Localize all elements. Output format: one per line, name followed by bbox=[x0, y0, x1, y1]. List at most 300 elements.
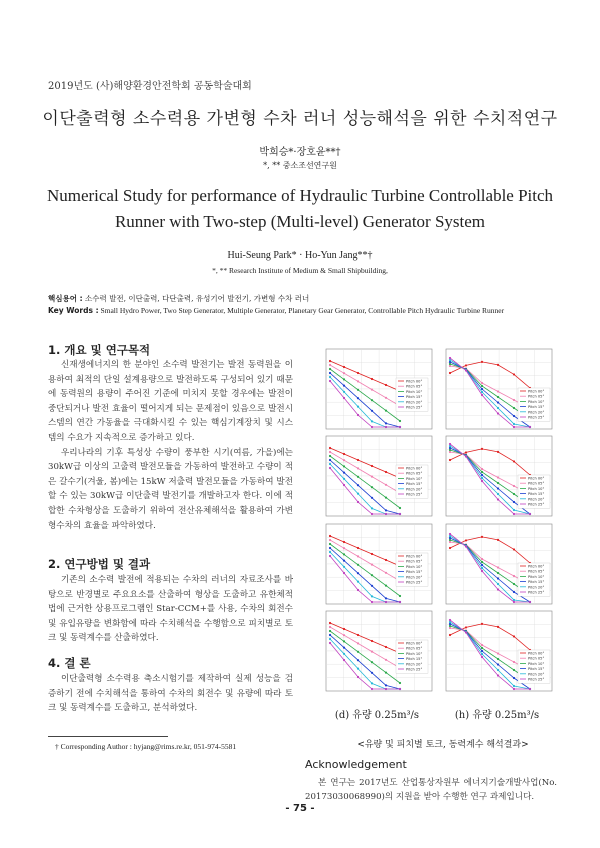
plot-series-point bbox=[329, 463, 331, 465]
plot-series-point bbox=[497, 401, 499, 403]
plot-series-point bbox=[329, 364, 331, 366]
plot-series-point bbox=[357, 501, 359, 503]
plot-series-point bbox=[399, 513, 401, 515]
plot-series-point bbox=[465, 455, 467, 457]
plot-series-point bbox=[343, 572, 345, 574]
plot-series-point bbox=[481, 647, 483, 649]
plot-series-point bbox=[497, 674, 499, 676]
plot-series-point bbox=[343, 653, 345, 655]
english-keywords-text: Small Hydro Power, Two Step Generator, Multiple Generator, Planetary Gear Generator, Controllable Pitch Hydraulic Turbine Runner bbox=[100, 306, 505, 315]
plot-series-point bbox=[371, 410, 373, 412]
english-authors: Hui-Seung Park* · Ho-Yun Jang**† bbox=[227, 250, 373, 261]
plot-series-point bbox=[343, 372, 345, 374]
legend-label: Pitch 20° bbox=[406, 400, 423, 405]
plot-series-point bbox=[513, 423, 515, 425]
plot-series-point bbox=[481, 570, 483, 572]
plot-series-point bbox=[449, 547, 451, 549]
plot-series-point bbox=[481, 394, 483, 396]
plot-series-point bbox=[513, 501, 515, 503]
result-plot bbox=[438, 345, 556, 437]
legend-label: Pitch 10° bbox=[406, 564, 423, 569]
korean-keywords-label: 핵심용어 : bbox=[48, 294, 83, 303]
plot-series-point bbox=[481, 474, 483, 476]
plot-series-point bbox=[357, 651, 359, 653]
plot-series-point bbox=[329, 368, 331, 370]
plot-series-point bbox=[329, 638, 331, 640]
legend-label: Pitch 15° bbox=[528, 667, 545, 672]
plot-series-point bbox=[329, 630, 331, 632]
legend-label: Pitch 25° bbox=[528, 502, 545, 507]
legend-label: Pitch 00° bbox=[528, 476, 545, 481]
plot-series-point bbox=[343, 566, 345, 568]
legend-label: Pitch 25° bbox=[406, 667, 423, 672]
plot-series-point bbox=[481, 623, 483, 625]
subfigure-caption: (d) 유량 0.25m³/s bbox=[334, 710, 420, 721]
legend-label: Pitch 25° bbox=[528, 590, 545, 595]
plot-series-point bbox=[329, 551, 331, 553]
plot-series-point bbox=[399, 507, 401, 509]
plot-series-point bbox=[343, 647, 345, 649]
legend-label: Pitch 15° bbox=[528, 580, 545, 585]
plot-series-point bbox=[449, 363, 451, 365]
plot-series-point bbox=[385, 572, 387, 574]
plot-series-point bbox=[357, 380, 359, 382]
plot-series-point bbox=[357, 581, 359, 583]
plot-series-point bbox=[357, 476, 359, 478]
paragraph: 기존의 소수력 발전에 적용되는 수차의 러너의 자료조사를 바탕으로 반경별로 주요요소를 산출하여 형상을 도출하고 유한체적법에 근거한 상용프로그램인 Star-CCM+를 사용, 수차의 회전수 및 유입유량을 변화함에 따라 수치해석을 수행함으로 피치별로 토크 및 동력계수를 산출하였다. bbox=[48, 575, 293, 644]
plot-series-point bbox=[449, 365, 451, 367]
plot-series-point bbox=[343, 640, 345, 642]
acknowledgement-text: 본 연구는 2017년도 산업통상자원부 에너지기술개발사업(No. 20173030068990)의 지원을 받아 수행한 연구 과제입니다. bbox=[305, 778, 557, 802]
conference-header: 2019년도 (사)해양환경안전학회 공동학술대회 bbox=[48, 81, 252, 92]
plot-series-point bbox=[481, 644, 483, 646]
section-body-1 bbox=[48, 358, 293, 533]
plot-series-point bbox=[513, 426, 515, 428]
plot-series-point bbox=[343, 465, 345, 467]
plot-series-point bbox=[497, 407, 499, 409]
korean-keywords-text: 소수력 발전, 이단출력, 다단출력, 유성기어 발전기, 가변형 수차 러너 bbox=[84, 294, 310, 303]
plot-series-point bbox=[343, 659, 345, 661]
legend-label: Pitch 10° bbox=[528, 486, 545, 491]
plot-series-point bbox=[371, 389, 373, 391]
plot-series-point bbox=[481, 385, 483, 387]
plot-series-point bbox=[449, 627, 451, 629]
plot-series-point bbox=[513, 661, 515, 663]
plot-series-point bbox=[513, 601, 515, 603]
plot-series-point bbox=[343, 391, 345, 393]
paragraph: 신재생에너지의 한 분야인 소수력 발전기는 발전 동력원을 이용하여 최적의 단일 설계용량으로 발전하도록 구성되어 있기 때문에 동력원의 용량이 주어진 기준에 미치지 못할 경우에는 발전이 중단되거나 발전 효율이 떨어지게 되는 문제점이 있음으로 발전시스템의 연간 가동율을 극대화시킬 수 있는 핵심기계장치 및 시스템의 수요가 지속적으로 증가하고 있다. bbox=[48, 360, 293, 443]
plot-series-point bbox=[357, 547, 359, 549]
plot-series-point bbox=[399, 688, 401, 690]
plot-series-point bbox=[343, 378, 345, 380]
paragraph: 우리나라의 기후 특성상 수량이 풍부한 시기(여름, 가을)에는 30kW급 이상의 고출력 발전모듈을 가동하여 발전하고 수량이 적은 갈수기(겨울, 봄)에는 15kW 저출력 발전모듈을 가동하여 발전할 수 있는 30kW급 이단출력 발전기를 개발하고자 한다. 이에 적합한 수차형상을 도출하기 위하여 전산유체해석을 활용하여 가변형수차의 효율을 파악하였다. bbox=[48, 447, 293, 531]
plot-series-point bbox=[343, 541, 345, 543]
plot-series-point bbox=[481, 558, 483, 560]
legend-label: Pitch 20° bbox=[406, 487, 423, 492]
plot-series-point bbox=[371, 640, 373, 642]
plot-series-point bbox=[513, 677, 515, 679]
plot-series-point bbox=[497, 652, 499, 654]
legend-label: Pitch 15° bbox=[406, 482, 423, 487]
plot-series-point bbox=[481, 471, 483, 473]
plot-series-point bbox=[449, 443, 451, 445]
plot-series-point bbox=[357, 676, 359, 678]
plot-series-point bbox=[497, 577, 499, 579]
plot-series-point bbox=[329, 535, 331, 537]
legend-label: Pitch 15° bbox=[406, 570, 423, 575]
plot-series-point bbox=[385, 559, 387, 561]
plot-series-point bbox=[497, 476, 499, 478]
plot-series-point bbox=[449, 634, 451, 636]
plot-series-point bbox=[497, 539, 499, 541]
korean-title: 이단출력형 소수력용 가변형 수차 러너 성능해석을 위한 수치적연구 bbox=[42, 109, 558, 129]
plot-series-point bbox=[371, 585, 373, 587]
plot-series-point bbox=[371, 688, 373, 690]
plot-series-point bbox=[371, 399, 373, 401]
legend-label: Pitch 05° bbox=[406, 646, 423, 651]
english-keywords-label: Key Words : bbox=[48, 306, 99, 315]
page-number: - 75 - bbox=[285, 803, 315, 814]
plot-series-point bbox=[329, 459, 331, 461]
plot-series-point bbox=[513, 407, 515, 409]
plot-series-point bbox=[343, 472, 345, 474]
plot-series-point bbox=[465, 451, 467, 453]
legend-label: Pitch 20° bbox=[406, 575, 423, 580]
legend-label: Pitch 10° bbox=[406, 476, 423, 481]
plot-series-point bbox=[481, 650, 483, 652]
plot-series-point bbox=[399, 682, 401, 684]
legend-label: Pitch 15° bbox=[406, 395, 423, 400]
plot-series-point bbox=[357, 572, 359, 574]
plot-series-point bbox=[385, 513, 387, 515]
plot-series-point bbox=[371, 601, 373, 603]
plot-series-point bbox=[513, 591, 515, 593]
plot-series-point bbox=[513, 485, 515, 487]
plot-series-point bbox=[385, 597, 387, 599]
result-plot bbox=[438, 432, 556, 524]
plot-series-point bbox=[371, 513, 373, 515]
result-plot bbox=[318, 345, 436, 437]
plot-series-point bbox=[529, 688, 531, 690]
plot-series-point bbox=[449, 372, 451, 374]
plot-series-point bbox=[343, 478, 345, 480]
plot-series-point bbox=[343, 634, 345, 636]
plot-series-point bbox=[343, 385, 345, 387]
plot-series-point bbox=[371, 564, 373, 566]
plot-series-point bbox=[497, 566, 499, 568]
plot-series-point bbox=[329, 360, 331, 362]
plot-series-point bbox=[497, 663, 499, 665]
plot-series-point bbox=[357, 493, 359, 495]
plot-series-point bbox=[513, 399, 515, 401]
legend-label: Pitch 15° bbox=[528, 492, 545, 497]
plot-series-point bbox=[357, 555, 359, 557]
section-heading-2: 2. 연구방법 및 결과 bbox=[48, 557, 151, 571]
plot-series-point bbox=[371, 672, 373, 674]
legend-label: Pitch 20° bbox=[528, 585, 545, 590]
plot-series-point bbox=[385, 384, 387, 386]
plot-series-point bbox=[513, 599, 515, 601]
plot-series-point bbox=[329, 634, 331, 636]
legend-label: Pitch 00° bbox=[406, 554, 423, 559]
plot-series-point bbox=[497, 583, 499, 585]
legend-label: Pitch 25° bbox=[406, 580, 423, 585]
section-body-2 bbox=[48, 573, 293, 646]
plot-series-point bbox=[357, 372, 359, 374]
plot-series-point bbox=[371, 476, 373, 478]
legend-label: Pitch 05° bbox=[406, 559, 423, 564]
result-plot bbox=[318, 432, 436, 524]
plot-series-point bbox=[357, 414, 359, 416]
plot-series-point bbox=[449, 533, 451, 535]
legend-label: Pitch 25° bbox=[528, 415, 545, 420]
plot-series-point bbox=[329, 642, 331, 644]
plot-series-point bbox=[385, 659, 387, 661]
section-heading-4: 4. 결 론 bbox=[48, 656, 91, 670]
plot-series-point bbox=[385, 497, 387, 499]
plot-series-point bbox=[449, 537, 451, 539]
plot-series-point bbox=[481, 477, 483, 479]
plot-series-point bbox=[497, 487, 499, 489]
plot-series-point bbox=[513, 513, 515, 515]
plot-series-point bbox=[385, 585, 387, 587]
plot-series-point bbox=[449, 357, 451, 359]
legend-label: Pitch 25° bbox=[406, 405, 423, 410]
plot-series-point bbox=[449, 539, 451, 541]
legend-label: Pitch 20° bbox=[528, 497, 545, 502]
legend-label: Pitch 05° bbox=[406, 384, 423, 389]
plot-series-point bbox=[385, 601, 387, 603]
legend-label: Pitch 05° bbox=[528, 481, 545, 486]
plot-series-point bbox=[481, 382, 483, 384]
legend-label: Pitch 00° bbox=[406, 466, 423, 471]
plot-series-point bbox=[449, 359, 451, 361]
plot-series-point bbox=[513, 575, 515, 577]
plot-series-point bbox=[357, 634, 359, 636]
legend-label: Pitch 05° bbox=[406, 471, 423, 476]
plot-series-point bbox=[513, 509, 515, 511]
plot-series-point bbox=[481, 480, 483, 482]
plot-series-point bbox=[529, 601, 531, 603]
plot-series-point bbox=[343, 484, 345, 486]
plot-series-point bbox=[481, 388, 483, 390]
plot-series-point bbox=[385, 646, 387, 648]
plot-series-point bbox=[449, 445, 451, 447]
korean-keywords bbox=[48, 293, 309, 304]
plot-series-point bbox=[399, 601, 401, 603]
acknowledgement-heading: Acknowledgement bbox=[305, 758, 407, 771]
footnote: † Corresponding Author : hyjang@rims.re.kr, 051-974-5581 bbox=[55, 742, 237, 751]
legend-label: Pitch 05° bbox=[528, 394, 545, 399]
plot-series-point bbox=[329, 543, 331, 545]
plot-series-point bbox=[343, 553, 345, 555]
legend-label: Pitch 10° bbox=[406, 651, 423, 656]
plot-series-point bbox=[481, 536, 483, 538]
plot-series-point bbox=[329, 451, 331, 453]
plot-series-point bbox=[357, 564, 359, 566]
plot-series-point bbox=[357, 589, 359, 591]
plot-series-point bbox=[529, 513, 531, 515]
plot-series-point bbox=[449, 447, 451, 449]
plot-series-point bbox=[497, 493, 499, 495]
plot-series-point bbox=[465, 369, 467, 371]
legend-label: Pitch 00° bbox=[406, 641, 423, 646]
english-title: Numerical Study for performance of Hydraulic Turbine Controllable Pitch Runner with Two-step (Multi-level) Generator System bbox=[46, 186, 554, 231]
plot-series-point bbox=[497, 572, 499, 574]
plot-series-point bbox=[357, 467, 359, 469]
plot-series-point bbox=[513, 669, 515, 671]
plot-series-point bbox=[343, 459, 345, 461]
plot-series-point bbox=[481, 567, 483, 569]
plot-series-point bbox=[449, 623, 451, 625]
plot-series-point bbox=[449, 449, 451, 451]
legend-label: Pitch 05° bbox=[528, 656, 545, 661]
result-plot bbox=[438, 607, 556, 699]
legend-label: Pitch 20° bbox=[528, 672, 545, 677]
plot-series-point bbox=[513, 635, 515, 637]
plot-series-point bbox=[465, 539, 467, 541]
plot-series-point bbox=[449, 541, 451, 543]
korean-affiliation: *, ** 중소조선연구원 bbox=[263, 161, 337, 170]
legend-label: Pitch 15° bbox=[406, 657, 423, 662]
plot-series-point bbox=[465, 626, 467, 628]
plot-series-point bbox=[329, 555, 331, 557]
plot-series-point bbox=[371, 378, 373, 380]
plot-series-point bbox=[329, 380, 331, 382]
plot-series-point bbox=[343, 560, 345, 562]
figure-caption: <유량 및 피치별 토크, 동력계수 해석결과> bbox=[357, 740, 529, 750]
plot-series-point bbox=[343, 628, 345, 630]
legend-label: Pitch 10° bbox=[406, 389, 423, 394]
plot-series-point bbox=[371, 651, 373, 653]
plot-series-point bbox=[465, 545, 467, 547]
plot-series-point bbox=[329, 539, 331, 541]
plot-series-point bbox=[385, 688, 387, 690]
plot-series-point bbox=[481, 468, 483, 470]
plot-series-point bbox=[371, 426, 373, 428]
legend-label: Pitch 10° bbox=[528, 661, 545, 666]
plot-series-point bbox=[513, 548, 515, 550]
plot-series-point bbox=[497, 658, 499, 660]
plot-series-point bbox=[513, 493, 515, 495]
plot-series-point bbox=[481, 564, 483, 566]
plot-series-point bbox=[385, 471, 387, 473]
plot-series-point bbox=[385, 397, 387, 399]
plot-series-point bbox=[357, 668, 359, 670]
plot-series-point bbox=[329, 372, 331, 374]
legend-label: Pitch 00° bbox=[528, 651, 545, 656]
plot-series-point bbox=[399, 426, 401, 428]
plot-series-point bbox=[357, 397, 359, 399]
plot-series-point bbox=[399, 420, 401, 422]
plot-series-point bbox=[497, 412, 499, 414]
plot-series-point bbox=[371, 420, 373, 422]
plot-series-point bbox=[385, 684, 387, 686]
legend-label: Pitch 20° bbox=[406, 662, 423, 667]
plot-series-point bbox=[465, 631, 467, 633]
legend-label: Pitch 00° bbox=[406, 379, 423, 384]
plot-series-point bbox=[329, 547, 331, 549]
plot-series-point bbox=[513, 583, 515, 585]
subfigure-caption: (h) 유량 0.25m³/s bbox=[454, 710, 540, 721]
plot-series-point bbox=[497, 626, 499, 628]
plot-series-point bbox=[481, 361, 483, 363]
plot-series-point bbox=[371, 553, 373, 555]
plot-series-point bbox=[343, 453, 345, 455]
plot-series-point bbox=[497, 588, 499, 590]
plot-series-point bbox=[371, 486, 373, 488]
legend-label: Pitch 00° bbox=[528, 389, 545, 394]
plot-series-point bbox=[371, 682, 373, 684]
plot-series-point bbox=[497, 669, 499, 671]
plot-series-point bbox=[357, 642, 359, 644]
plot-series-point bbox=[449, 535, 451, 537]
plot-series-point bbox=[357, 389, 359, 391]
plot-series-point bbox=[343, 547, 345, 549]
plot-series-point bbox=[385, 509, 387, 511]
plot-series-point bbox=[371, 497, 373, 499]
plot-series-point bbox=[481, 391, 483, 393]
legend-label: Pitch 10° bbox=[528, 399, 545, 404]
plot-series-point bbox=[371, 574, 373, 576]
korean-authors: 박희승*·장호윤**† bbox=[259, 147, 341, 158]
plot-series-point bbox=[449, 619, 451, 621]
legend-label: Pitch 25° bbox=[406, 492, 423, 497]
plot-series-point bbox=[513, 460, 515, 462]
plot-series-point bbox=[497, 451, 499, 453]
section-body-4 bbox=[48, 672, 293, 716]
result-plot bbox=[438, 520, 556, 612]
plot-series-point bbox=[329, 455, 331, 457]
plot-series-point bbox=[449, 361, 451, 363]
plot-series-point bbox=[529, 426, 531, 428]
plot-series-point bbox=[449, 621, 451, 623]
plot-series-point bbox=[343, 397, 345, 399]
english-keywords bbox=[48, 306, 504, 315]
plot-series-point bbox=[357, 484, 359, 486]
plot-series-point bbox=[371, 595, 373, 597]
plot-series-point bbox=[329, 376, 331, 378]
plot-series-point bbox=[329, 626, 331, 628]
plot-series-point bbox=[385, 672, 387, 674]
plot-series-point bbox=[329, 447, 331, 449]
plot-series-point bbox=[481, 653, 483, 655]
plot-series-point bbox=[449, 451, 451, 453]
plot-series-point bbox=[329, 467, 331, 469]
legend-label: Pitch 05° bbox=[528, 569, 545, 574]
plot-series-point bbox=[371, 465, 373, 467]
plot-series-point bbox=[497, 482, 499, 484]
plot-series-point bbox=[385, 484, 387, 486]
plot-series-point bbox=[385, 422, 387, 424]
plot-series-point bbox=[513, 373, 515, 375]
plot-series-point bbox=[329, 622, 331, 624]
legend-label: Pitch 20° bbox=[528, 410, 545, 415]
plot-series-point bbox=[343, 366, 345, 368]
plot-series-point bbox=[357, 459, 359, 461]
plot-series-point bbox=[399, 595, 401, 597]
plot-series-point bbox=[497, 390, 499, 392]
plot-series-point bbox=[513, 685, 515, 687]
plot-series-point bbox=[371, 661, 373, 663]
plot-series-point bbox=[449, 459, 451, 461]
plot-series-point bbox=[371, 507, 373, 509]
footnote-divider bbox=[48, 736, 168, 737]
legend-label: Pitch 10° bbox=[528, 574, 545, 579]
plot-series-point bbox=[465, 364, 467, 366]
plot-series-point bbox=[497, 364, 499, 366]
plot-series-point bbox=[513, 415, 515, 417]
